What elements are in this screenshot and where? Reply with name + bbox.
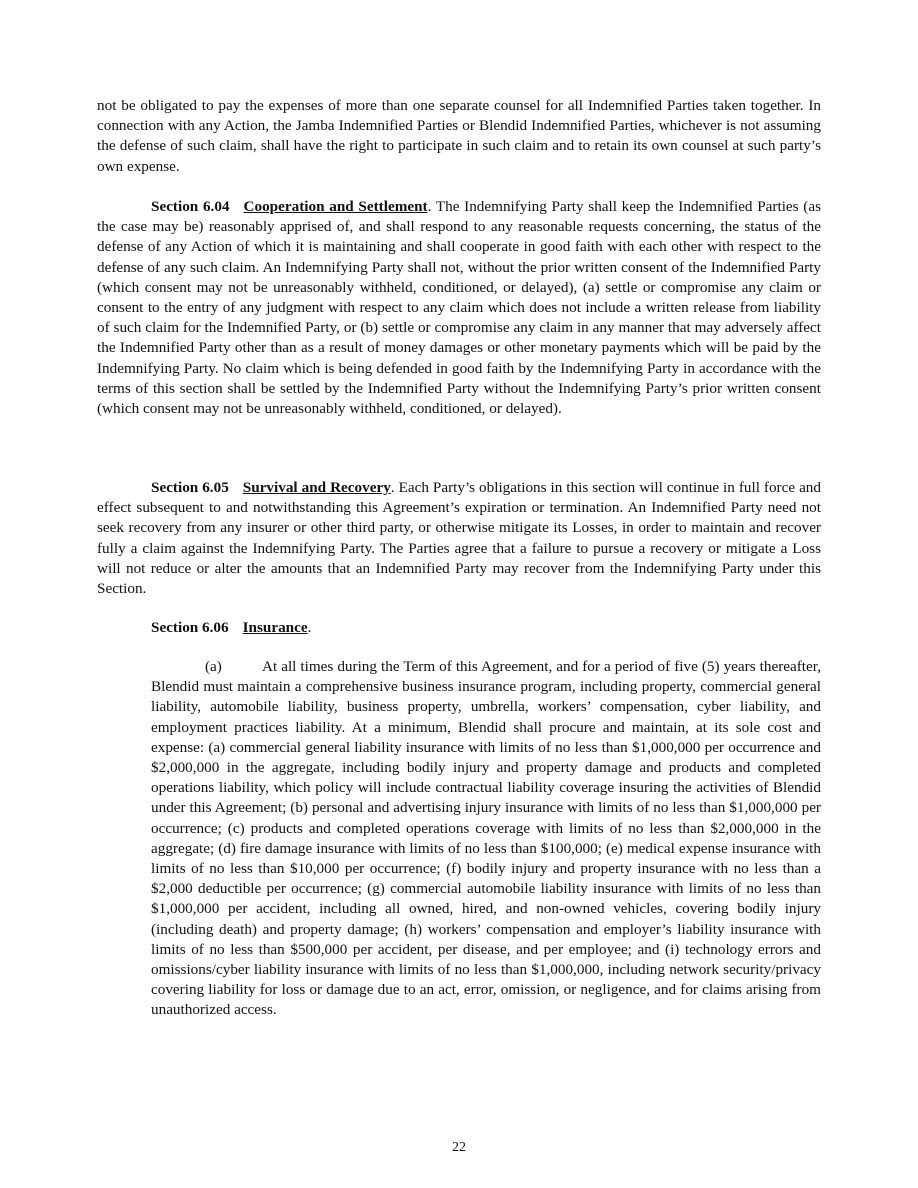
subsection-a-label: (a) bbox=[205, 658, 222, 675]
section-6-05-title: Survival and Recovery bbox=[242, 479, 391, 496]
section-6-04-title: Cooperation and Settlement bbox=[243, 198, 428, 215]
subsection-a-text: At all times during the Term of this Agreement, and for a period of five (5) years thereafter, Blendid must maintain a comprehensive business insurance program, including property, commercial general liability, automobile liability, business property, umbrella, workers’ compensation, cyber liability, and employment practices liability. At a minimum, Blendid shall procure and maintain, at its sole cost and expense: (a) commercial general liability insurance with limits of no less than $1,000,000 per occurrence and $2,000,000 in the aggregate, including bodily injury and property damage and products and completed operations liability, which policy will include contractual liability coverage insuring the activities of Blendid under this Agreement; (b) personal and advertising injury insurance with limits of no less than $1,000,000 per occurrence; (c) products and completed operations coverage with limits of no less than $2,000,000 in the aggregate; (d) fire damage insurance with limits of no less than $100,000; (e) medical expense insurance with limits of no less than $10,000 per occurrence; (f) bodily injury and property insurance with no less than a $2,000 deductible per occurrence; (g) commercial automobile liability insurance with limits of no less than $1,000,000 per accident, including all owned, hired, and non-owned vehicles, covering bodily injury (including death) and property damage; (h) workers’ compensation and employer’s liability insurance with limits of no less than $500,000 per accident, per disease, and per employee; and (i) technology errors and omissions/cyber liability insurance with limits of no less than $1,000,000, including network security/privacy covering liability for loss or damage due to an act, error, omission, or negligence, and for claims arising from unauthorized access. bbox=[151, 658, 821, 1019]
section-6-05-number: Section 6.05 bbox=[151, 479, 229, 496]
section-6-04-body: . The Indemnifying Party shall keep the Indemnified Parties (as the case may be) reasonably apprised of, and shall respond to any reasonable requests concerning, the status of the defense of any Action of which it is maintaining and shall cooperate in good faith with each other with respect to the defense of any such claim. An Indemnifying Party shall not, without the prior written consent of the Indemnified Party (which consent may not be unreasonably withheld, conditioned, or delayed), (a) settle or compromise any claim or consent to the entry of any judgment with respect to any claim which does not include a written release from liability of such claim for the Indemnified Party, or (b) settle or compromise any claim in any manner that may adversely affect the Indemnified Party other than as a result of money damages or other monetary payments which will be paid by the Indemnifying Party. No claim which is being defended in good faith by the Indemnifying Party in accordance with the terms of this section shall be settled by the Indemnified Party without the Indemnifying Party’s prior written consent (which consent may not be unreasonably withheld, conditioned, or delayed). bbox=[97, 198, 821, 418]
section-6-06-title: Insurance bbox=[242, 619, 308, 636]
page-number: 22 bbox=[452, 1140, 466, 1155]
subsection-a-paragraph bbox=[151, 657, 821, 1021]
section-6-05-paragraph bbox=[97, 478, 821, 599]
section-6-05-body: . Each Party’s obligations in this section will continue in full force and effect subsequent to and notwithstanding this Agreement’s expiration or termination. An Indemnified Party need not seek recovery from any insurer or other third party, or otherwise mitigate its Losses, in order to maintain and recover fully a claim against the Indemnifying Party. The Parties agree that a failure to pursue a recovery or mitigate a Loss will not reduce or alter the amounts that an Indemnified Party may recover from the Indemnifying Party under this Section. bbox=[97, 479, 821, 598]
section-6-06-body: . bbox=[307, 619, 312, 636]
section-6-04-number: Section 6.04 bbox=[151, 198, 230, 215]
continuation-paragraph: not be obligated to pay the expenses of more than one separate counsel for all Indemnified Parties taken together. In connection with any Action, the Jamba Indemnified Parties or Blendid Indemnified Parties, whichever is not assuming the defense of such claim, shall have the right to participate in such claim and to retain its own counsel at such party’s own expense. bbox=[97, 97, 821, 175]
section-6-06-heading bbox=[97, 618, 821, 638]
section-6-06-number: Section 6.06 bbox=[151, 619, 229, 636]
section-6-04-paragraph bbox=[97, 197, 821, 419]
